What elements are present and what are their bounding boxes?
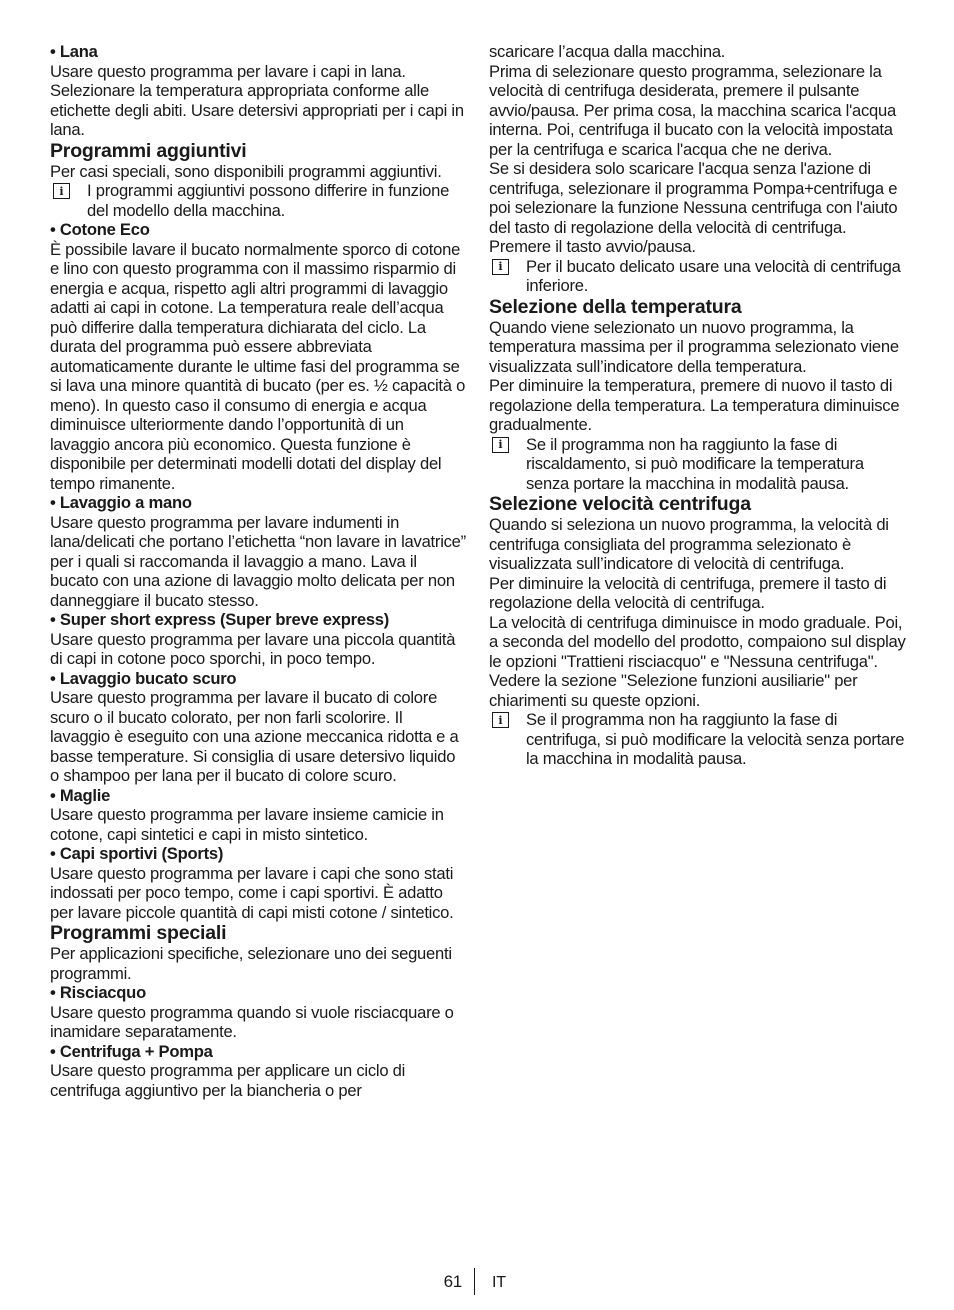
super-text: Usare questo programma per lavare una piccola quantità di capi in cotone poco sporchi, in poco tempo. bbox=[50, 629, 456, 668]
aggiuntivi-text: Per casi speciali, sono disponibili programmi aggiuntivi. bbox=[50, 161, 442, 181]
info-icon: i bbox=[492, 259, 509, 275]
info-icon: i bbox=[492, 712, 509, 728]
centrifuga-text-3: La velocità di centrifuga diminuisce in modo graduale. Poi, a seconda del modello del prodotto, compaiono sul display le opzioni "Trattieni risciacquo" e "Nessuna centrifuga". Vedere la sezione "Selezione funzioni ausiliarie" per chiarimenti su queste opzioni. bbox=[489, 612, 906, 710]
right-column bbox=[489, 42, 909, 769]
cotone-text: È possibile lavare il bucato normalmente sporco di cotone e lino con questo programma con il massimo risparmio di energia e acqua, rispetto agli altri programmi di lavaggio adatti ai capi in cotone. La temperatura reale dell’acqua può differire dalla temperatura dichiarata del ciclo. La durata del programma può essere abbreviata automaticamente durante le ultime fasi del programma se si lava una minore quantità di bucato (per es. ½ capacità o meno). In questo caso il consumo di energia e acqua diminuisce ulteriormente dando l’opportunità di un lavaggio ancora più economico. Questa funzione è disponibile per determinati modelli dotati del display del tempo rimanente. bbox=[50, 239, 466, 493]
prima-text: Prima di selezionare questo programma, selezionare la velocità di centrifuga desiderata, premere il pulsante avvio/pausa. Per prima cosa, la macchina scarica l'acqua interna. Poi, centrifuga il bucato con la velocità impostata per la centrifuga e scarica l'acqua che ne deriva. bbox=[489, 61, 896, 159]
super-title: • Super short express (Super breve express) bbox=[50, 610, 466, 630]
risciacquo-text: Usare questo programma quando si vuole risciacquare o inamidare separatamente. bbox=[50, 1002, 454, 1041]
info-icon: i bbox=[53, 183, 70, 199]
left-column bbox=[50, 42, 466, 1100]
delicato-note bbox=[489, 257, 909, 296]
page-footer bbox=[0, 1268, 954, 1298]
aggiuntivi-note bbox=[50, 181, 466, 220]
footer-divider bbox=[474, 1268, 475, 1295]
info-icon: i bbox=[492, 437, 509, 453]
continued-text: scaricare l’acqua dalla macchina. bbox=[489, 42, 726, 61]
solo-scarico-text: Se si desidera solo scaricare l'acqua senza l'azione di centrifuga, selezionare il programma Pompa+centrifuga e poi selezionare la funzione Nessuna centrifuga con l'aiuto del tasto di regolazione della velocità di centrifuga. Premere il tasto avvio/pausa. bbox=[489, 159, 898, 256]
mano-title: • Lavaggio a mano bbox=[50, 493, 466, 513]
lana-title: • Lana bbox=[50, 42, 466, 62]
risciacquo-title: • Risciacquo bbox=[50, 983, 466, 1003]
centrifuga-heading: Selezione velocità centrifuga bbox=[489, 493, 751, 515]
sportivi-title: • Capi sportivi (Sports) bbox=[50, 844, 466, 864]
centrifuga-text: Usare questo programma per applicare un ciclo di centrifuga aggiuntivo per la biancheria o per bbox=[50, 1061, 406, 1100]
temperatura-text-1: Quando viene selezionato un nuovo programma, la temperatura massima per il programma selezionato viene visualizzata sull’indicatore della temperatura. bbox=[489, 317, 899, 376]
scuro-title: • Lavaggio bucato scuro bbox=[50, 669, 466, 689]
lana-text: Usare questo programma per lavare i capi in lana. Selezionare la temperatura appropriata conforme alle etichette degli abiti. Usare detersivi appropriati per i capi in lana. bbox=[50, 61, 464, 139]
aggiuntivi-heading: Programmi aggiuntivi bbox=[50, 139, 247, 162]
scuro-text: Usare questo programma per lavare il bucato di colore scuro o il bucato colorato, per non farli scolorire. Il lavaggio è eseguito con una azione meccanica ridotta e a basse temperature. Si consiglia di usare detersivo liquido o shampoo per lana per il bucato di colore scuro. bbox=[50, 688, 459, 785]
maglie-title: • Maglie bbox=[50, 786, 466, 806]
centrifuga-note-text: Se il programma non ha raggiunto la fase di centrifuga, si può modificare la velocità senza portare la macchina in modalità pausa. bbox=[526, 710, 905, 768]
temperatura-heading: Selezione della temperatura bbox=[489, 295, 742, 318]
centrifuga-text-2: Per diminuire la velocità di centrifuga, premere il tasto di regolazione della velocità di centrifuga. bbox=[489, 573, 887, 612]
sportivi-text: Usare questo programma per lavare i capi che sono stati indossati per poco tempo, come i capi sportivi. È adatto per lavare piccole quantità di capi misti cotone / sintetico. bbox=[50, 863, 454, 922]
page-number: 61 bbox=[443, 1272, 462, 1291]
temperatura-text-2: Per diminuire la temperatura, premere di nuovo il tasto di regolazione della temperatura. La temperatura diminuisce gradualmente. bbox=[489, 376, 900, 434]
mano-text: Usare questo programma per lavare indumenti in lana/delicati che portano l’etichetta “non lavare in lavatrice” per i quali si raccomanda il lavaggio a mano. Lava il bucato con una azione di lavaggio molto delicata per non danneggiare il bucato stesso. bbox=[50, 512, 466, 610]
centrifuga-title: • Centrifuga + Pompa bbox=[50, 1042, 466, 1062]
cotone-title: • Cotone Eco bbox=[50, 220, 466, 240]
speciali-heading: Programmi speciali bbox=[50, 922, 227, 944]
aggiuntivi-note-text: I programmi aggiuntivi possono differire in funzione del modello della macchina. bbox=[87, 181, 450, 220]
maglie-text: Usare questo programma per lavare insieme camicie in cotone, capi sintetici e capi in misto sintetico. bbox=[50, 805, 444, 844]
centrifuga-note bbox=[489, 710, 909, 769]
centrifuga-text-1: Quando si seleziona un nuovo programma, la velocità di centrifuga consigliata del programma selezionato è visualizzata sull’indicatore di velocità di centrifuga. bbox=[489, 515, 889, 573]
language-code: IT bbox=[492, 1274, 506, 1291]
temperatura-note-text: Se il programma non ha raggiunto la fase di riscaldamento, si può modificare la temperatura senza portare la macchina in modalità pausa. bbox=[526, 434, 864, 493]
delicato-note-text: Per il bucato delicato usare una velocità di centrifuga inferiore. bbox=[526, 256, 901, 295]
temperatura-note bbox=[489, 435, 909, 494]
speciali-text: Per applicazioni specifiche, selezionare uno dei seguenti programmi. bbox=[50, 944, 452, 983]
